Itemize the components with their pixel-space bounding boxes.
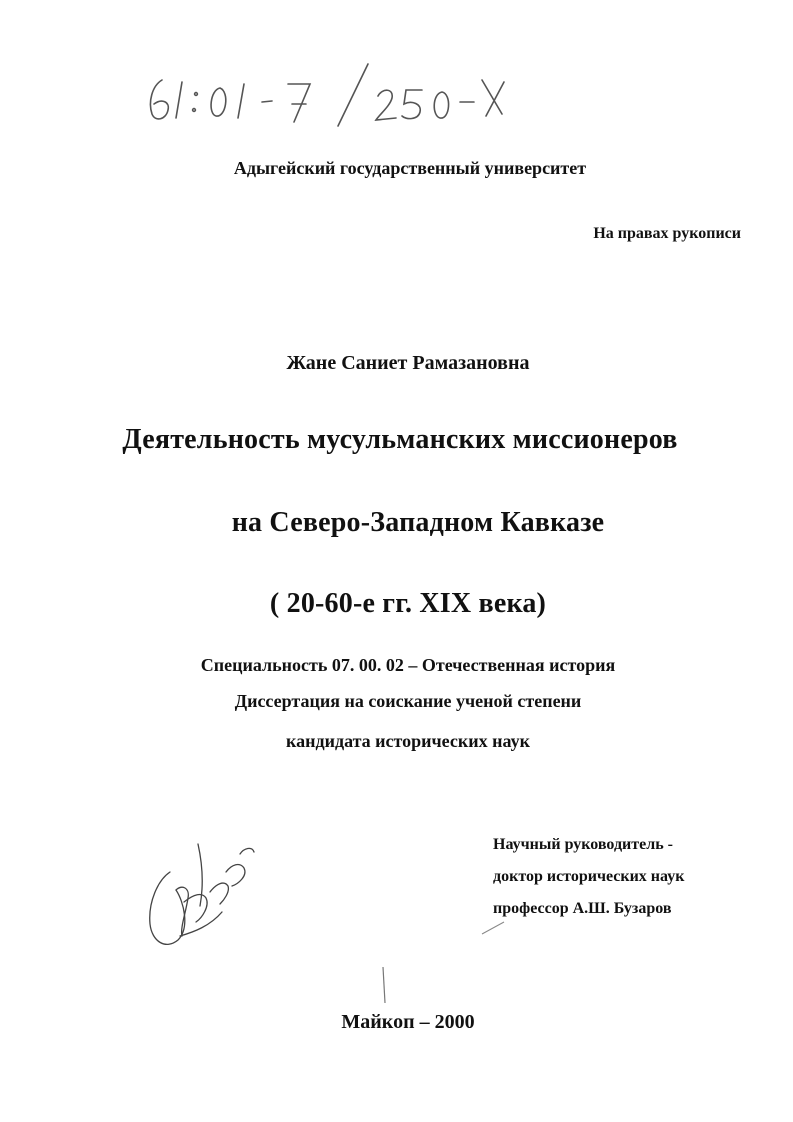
- dissertation-title-line-3: ( 20-60-е гг. XIX века): [269, 588, 547, 619]
- dissertation-title-line-2: на Северо-Западном Кавказе: [231, 507, 605, 538]
- supervisor-degree: доктор исторических наук: [493, 868, 685, 885]
- handwritten-archive-code: [140, 62, 540, 132]
- signature-mark: [140, 832, 265, 957]
- university-name: Адыгейский государственный университет: [233, 158, 587, 178]
- author-name: Жане Саниет Рамазановна: [286, 352, 530, 374]
- pencil-line-mark: [374, 965, 394, 1005]
- specialty-line: Специальность 07. 00. 02 – Отечественная история: [200, 655, 616, 675]
- pencil-tick-mark: [478, 918, 508, 938]
- supervisor-label: Научный руководитель -: [493, 836, 673, 853]
- degree-line: Диссертация на соискание ученой степени: [234, 691, 582, 711]
- city-and-year: Майкоп – 2000: [341, 1011, 475, 1033]
- degree-type-line: кандидата исторических наук: [286, 731, 530, 751]
- manuscript-rights-note: На правах рукописи: [593, 225, 741, 242]
- dissertation-title-line-1: Деятельность мусульманских миссионеров: [122, 424, 678, 455]
- supervisor-name: профессор А.Ш. Бузаров: [493, 900, 672, 917]
